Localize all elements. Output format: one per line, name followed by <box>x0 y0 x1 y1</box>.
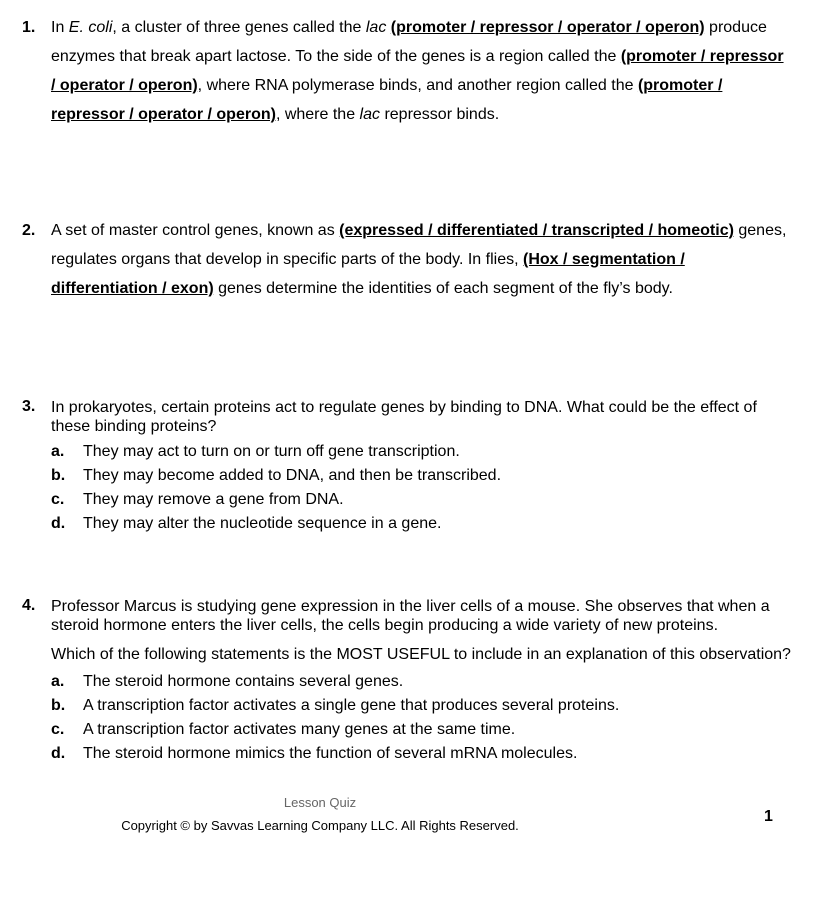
question-1 <box>22 19 792 129</box>
text: , where the <box>275 106 360 123</box>
italic-text: E. coli <box>68 19 113 36</box>
question-text <box>51 13 792 129</box>
choice-letter: c. <box>51 491 65 508</box>
question-text: Professor Marcus is studying gene expression in the liver cells of a mouse. She observes that when a steroid hormone enters the liver cells, the cells begin producing a wide variety of new proteins. <box>51 598 770 634</box>
text: repressor binds. <box>380 106 500 123</box>
choice-a[interactable] <box>51 440 792 464</box>
answer-choice-group[interactable]: (promoter / repressor / operator / operon) <box>390 19 705 36</box>
choice-text: The steroid hormone mimics the function of several mRNA molecules. <box>83 745 578 762</box>
choice-letter: a. <box>51 673 65 690</box>
answer-choice-group[interactable]: (promoter / repressor / operator / operon) <box>51 77 723 123</box>
choice-c[interactable] <box>51 488 792 512</box>
question-subtext: Which of the following statements is the MOST USEFUL to include in an explanation of this observation? <box>51 646 791 663</box>
question-number: 1. <box>22 19 36 36</box>
choice-b[interactable] <box>51 694 792 718</box>
choice-b[interactable] <box>51 464 792 488</box>
answer-choice-group[interactable]: (expressed / differentiated / transcripted / homeotic) <box>339 222 734 239</box>
choice-list <box>51 440 792 536</box>
choice-d[interactable] <box>51 742 792 766</box>
choice-text: The steroid hormone contains several genes. <box>83 673 404 690</box>
text: genes, regulates organs that develop in specific parts of the body. In flies, <box>51 222 787 268</box>
question-3 <box>22 398 792 536</box>
choice-letter: d. <box>51 515 66 532</box>
choice-d[interactable] <box>51 512 792 536</box>
choice-text: They may act to turn on or turn off gene transcription. <box>83 443 460 460</box>
choice-text: A transcription factor activates many genes at the same time. <box>83 721 516 738</box>
choice-letter: b. <box>51 467 66 484</box>
text: , where RNA polymerase binds, and another region called the <box>197 77 638 94</box>
choice-c[interactable] <box>51 718 792 742</box>
text: , a cluster of three genes called the <box>112 19 366 36</box>
text: A set of master control genes, known as <box>51 222 340 239</box>
choice-text: A transcription factor activates a single gene that produces several proteins. <box>83 697 620 714</box>
text: genes determine the identities of each segment of the fly’s body. <box>213 280 673 297</box>
choice-a[interactable] <box>51 670 792 694</box>
italic-text: lac <box>359 106 380 123</box>
question-text: In prokaryotes, certain proteins act to regulate genes by binding to DNA. What could be the effect of these binding proteins? <box>51 399 757 435</box>
choice-text: They may alter the nucleotide sequence in a gene. <box>83 515 442 532</box>
choice-text: They may become added to DNA, and then be transcribed. <box>83 467 502 484</box>
page-number: 1 <box>764 808 773 825</box>
question-2 <box>22 222 792 303</box>
answer-choice-group[interactable]: (Hox / segmentation / differentiation / exon) <box>51 251 685 297</box>
footer-copyright: Copyright © by Savvas Learning Company LLC. All Rights Reserved. <box>121 818 519 833</box>
choice-letter: d. <box>51 745 66 762</box>
choice-list <box>51 670 792 766</box>
italic-text: lac <box>365 19 387 36</box>
answer-choice-group[interactable]: (promoter / repressor / operator / operon) <box>51 48 784 94</box>
choice-letter: a. <box>51 443 65 460</box>
question-number: 2. <box>22 222 36 239</box>
footer-title: Lesson Quiz <box>283 795 357 810</box>
choice-letter: c. <box>51 721 65 738</box>
choice-text: They may remove a gene from DNA. <box>83 491 344 508</box>
choice-letter: b. <box>51 697 66 714</box>
question-text <box>51 216 792 303</box>
question-number: 4. <box>22 597 36 614</box>
text: In <box>51 19 69 36</box>
question-number: 3. <box>22 398 36 415</box>
question-4 <box>22 597 792 766</box>
text: produce enzymes that break apart lactose. To the side of the genes is a region called the <box>51 19 767 65</box>
